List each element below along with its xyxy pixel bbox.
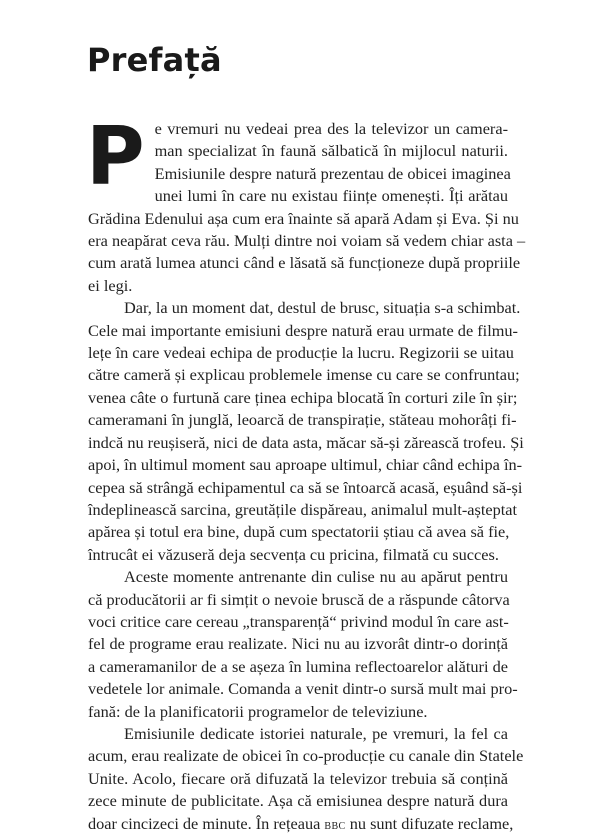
text-line: cum arată lumea atunci când e lăsată să funcționeze după propriile (88, 253, 521, 273)
text-line: e vremuri nu vedeai prea des la televizor un camera- (154, 119, 508, 138)
text-line: Aceste momente antrenante din culise nu au apărut pentru (124, 567, 508, 587)
text-line: apărea și totul era bine, după cum spectatorii știau că avea să fie, (88, 522, 510, 542)
text-line: Grădina Edenului așa cum era înainte să apară Adam și Eva. Și nu (88, 208, 519, 228)
page-title: Prefață (87, 41, 222, 79)
text-segment: doar cincizeci de minute. În rețeaua (88, 813, 321, 833)
text-segment: nu sunt difuzate reclame, (345, 813, 514, 833)
text-line: unei lumi în care nu existau ființe omenești. Îți arătau (154, 186, 508, 206)
text-line: era neapărat ceva rău. Mulți dintre noi voiam să vedem chiar asta – (88, 231, 526, 251)
text-line: Cele mai importante emisiuni despre natură erau urmate de filmu- (88, 320, 518, 340)
paragraph-4 (88, 723, 524, 836)
text-line: a cameramanilor de a se așeza în lumina reflectoarelor alături de (88, 656, 508, 676)
text-line: fel de programe erau realizate. Nici nu au izvorât dintr-o dorință (88, 634, 508, 654)
drop-cap: P (86, 110, 145, 203)
paragraph-3 (88, 566, 518, 723)
text-line: Emisiunile despre natură prezentau de obicei imaginea (154, 163, 511, 183)
text-line: zece minute de publicitate. Așa că emisiunea despre natură dura (88, 791, 508, 811)
text-line: apoi, în ultimul moment sau aproape ultimul, chiar când echipa în- (88, 455, 523, 475)
text-line: îndeplinească sarcina, greutățile dispăreau, animalul mult-așteptat (88, 499, 518, 519)
text-line: ei legi. (88, 275, 133, 295)
text-line: cepea să strângă echipamentul ca să se întoarcă acasă, eșuând să-și (88, 477, 523, 497)
text-line: că producătorii ar fi simțit o nevoie bruscă de a răspunde câtorva (88, 589, 510, 609)
paragraph-2 (88, 297, 524, 566)
text-line: lețe în care vedeai echipa de producție la lucru. Regizorii se uitau (88, 343, 514, 363)
text-line: Emisiunile dedicate istoriei naturale, pe vremuri, la fel ca (124, 723, 508, 743)
text-line: vedetele lor animale. Comanda a venit dintr-o sursă mult mai pro- (88, 679, 518, 699)
body-text (86, 110, 526, 836)
text-line-mixed (88, 813, 514, 836)
text-line: fană: de la planificatorii programelor de televiziune. (88, 701, 428, 721)
paragraph-1 (86, 110, 526, 297)
text-line: venea câte o furtună care ținea echipa blocată în corturi zile în șir; (88, 387, 518, 407)
text-line: man specializat în faună sălbatică în mijlocul naturii. (154, 141, 508, 161)
text-line: Dar, la un moment dat, destul de brusc, situația s-a schimbat. (124, 298, 521, 318)
smallcaps-abbreviation: bbc (324, 816, 346, 832)
text-line: întrucât ei văzuseră deja secvența cu pricina, filmată cu succes. (88, 544, 499, 564)
text-line: indcă nu reușiseră, nici de data asta, măcar să-și zărească trofeu. Și (88, 432, 524, 452)
text-line: cameramani în junglă, leoarcă de transpirație, stăteau mohorâți fi- (88, 410, 517, 430)
text-line: către cameră și explicau problemele imense cu care se confruntau; (88, 365, 520, 385)
text-line: voci critice care cereau „transparență“ privind modul în care ast- (88, 611, 509, 631)
text-line: acum, erau realizate de obicei în co-producție cu canale din Statele (88, 746, 524, 766)
text-line: Unite. Acolo, fiecare oră difuzată la televizor trebuia să conțină (88, 768, 508, 788)
